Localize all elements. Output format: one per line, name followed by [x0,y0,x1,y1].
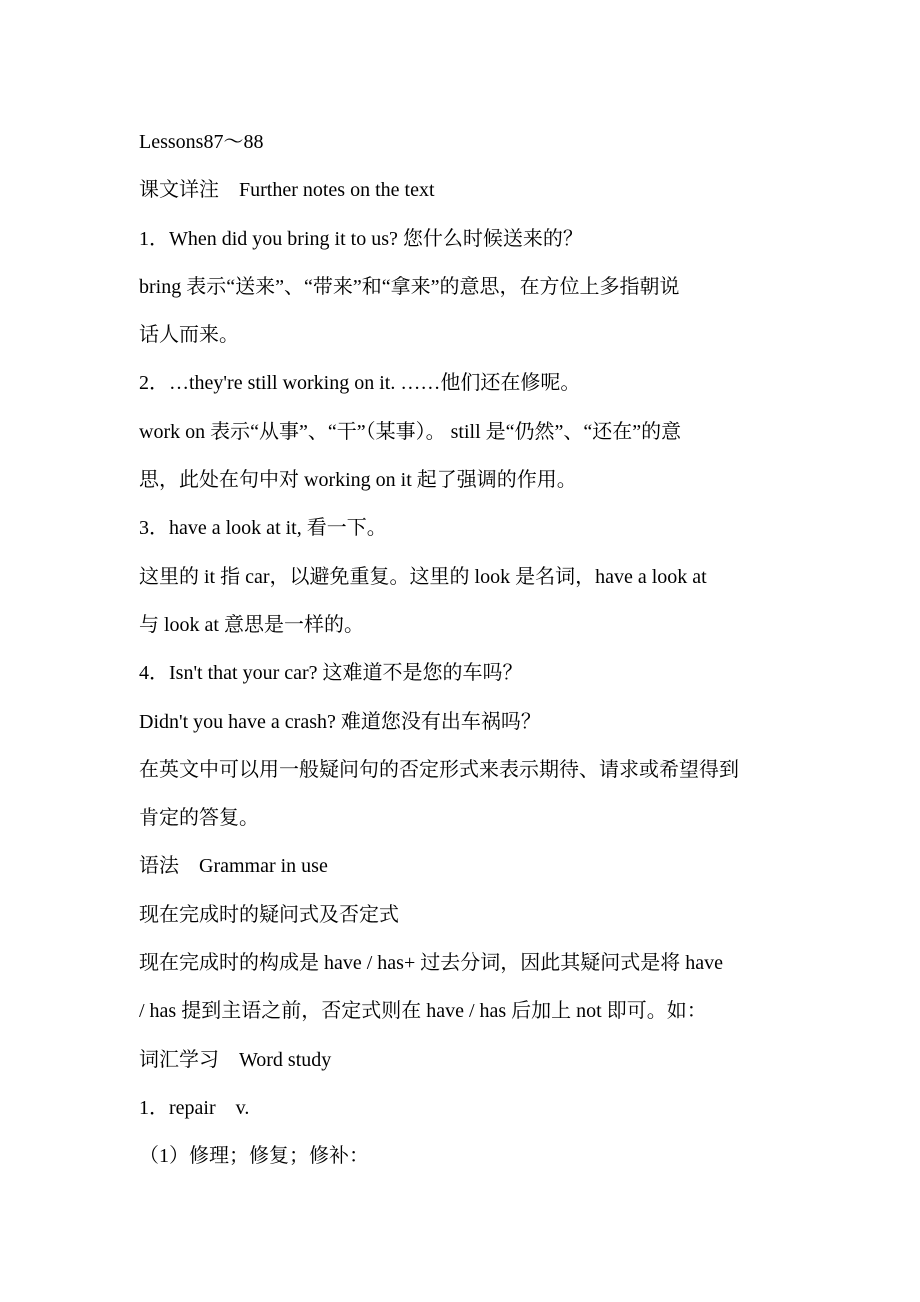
note-1-body-line-2: 话人而来。 [139,324,239,347]
note-4-body-line-2: 肯定的答复。 [139,807,259,830]
note-3-heading: 3．have a look at it, 看一下。 [139,517,387,540]
grammar-body-line-1: 现在完成时的构成是 have / has+ 过去分词，因此其疑问式是将 have [139,952,724,975]
section-heading-text-notes: 课文详注 Further notes on the text [139,179,435,202]
note-2-body-line-2: 思，此处在句中对 working on it 起了强调的作用。 [139,469,577,492]
note-3-body-line-2: 与 look at 意思是一样的。 [139,613,364,636]
note-2-heading: 2．…they're still working on it. ……他们还在修呢。 [139,372,581,395]
word-sense-1: （1）修理；修复；修补： [139,1145,369,1168]
note-1-heading: 1．When did you bring it to us? 您什么时候送来的？ [139,227,583,250]
note-2-body-line-1: work on 表示“从事”、“干”（某事）。 still 是“仍然”、“还在”的意 [139,420,682,443]
section-heading-grammar: 语法 Grammar in use [139,855,328,878]
lesson-title: Lessons87～88 [139,131,264,153]
grammar-body-line-2: / has 提到主语之前，否定式则在 have / has 后加上 not 即可。如： [139,1000,707,1023]
section-heading-word-study: 词汇学习 Word study [139,1048,332,1071]
note-1-body-line-1: bring 表示“送来”、“带来”和“拿来”的意思，在方位上多指朝说 [139,275,680,298]
document-body [139,118,799,1181]
note-3-body-line-1: 这里的 it 指 car，以避免重复。这里的 look 是名词，have a look at [139,565,707,588]
note-4-example: Didn't you have a crash? 难道您没有出车祸吗？ [139,710,541,733]
note-4-heading: 4．Isn't that your car? 这难道不是您的车吗？ [139,662,523,685]
word-entry-repair: 1．repair v. [139,1096,250,1119]
grammar-topic: 现在完成时的疑问式及否定式 [139,903,399,926]
note-4-body-line-1: 在英文中可以用一般疑问句的否定形式来表示期待、请求或希望得到 [139,758,739,781]
